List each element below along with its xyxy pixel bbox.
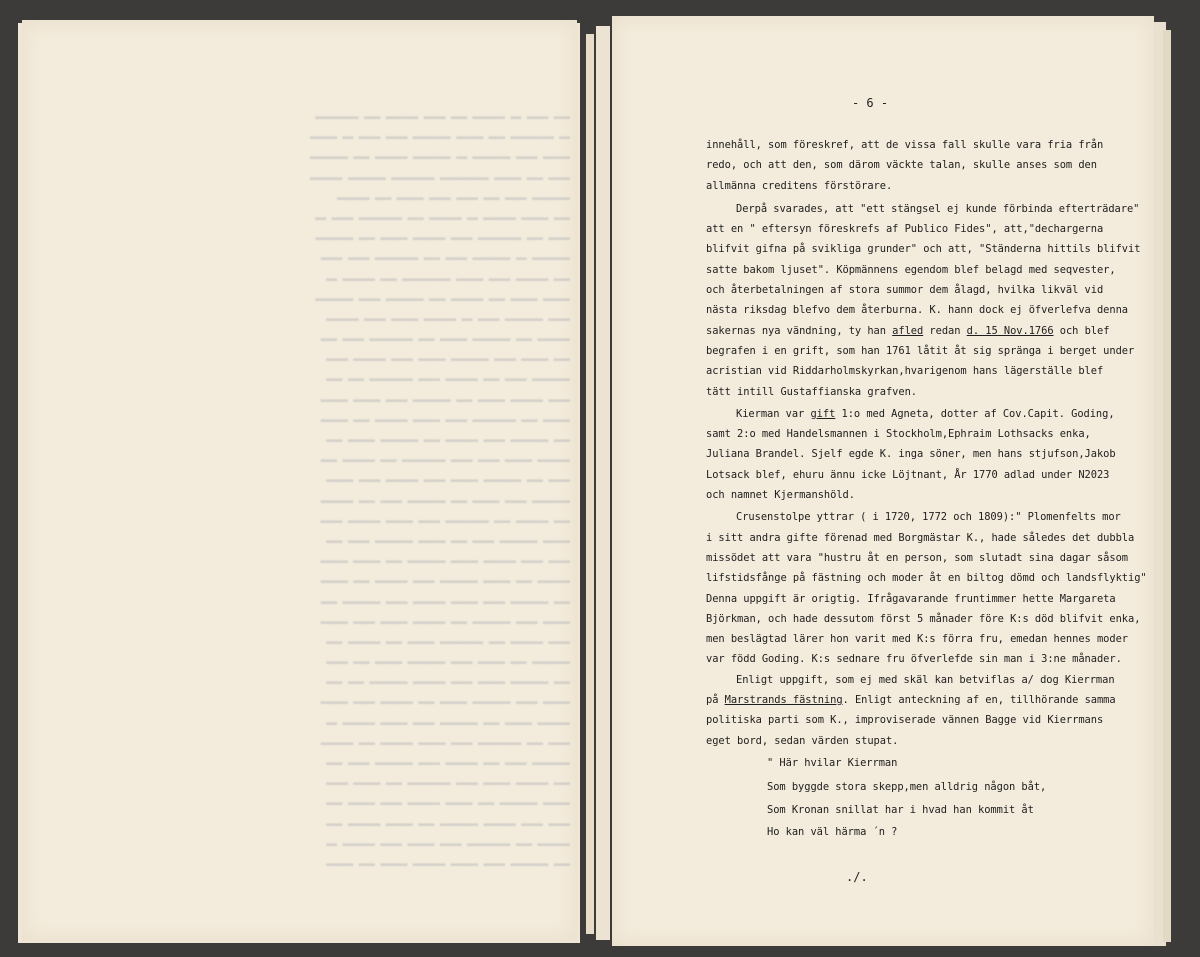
underlined-word: afled xyxy=(892,324,924,337)
text-line: begrafen i en grift, som han 1761 låtit åt sig spränga i berget under xyxy=(706,344,1135,357)
poem-line: " Här hvilar Kierrman xyxy=(767,756,898,769)
underlined-date: d. 15 Nov.1766 xyxy=(966,324,1054,337)
poem-line: Som Kronan snillat har i hvad han kommit åt xyxy=(767,803,1034,816)
poem-line: Som byggde stora skepp,men alldrig någon båt, xyxy=(767,781,1047,794)
text-line: tätt intill Gustaffianska grafven. xyxy=(706,385,917,398)
text-line: nästa riksdag blefvo dem återburna. K. hann dock ej öfverlefva denna xyxy=(706,304,1128,317)
text-line: men beslägtad lärer hon varit med K:s förra fru, emedan hennes moder xyxy=(706,633,1128,646)
underlined-word: gift xyxy=(810,407,836,420)
text-line: att en " eftersyn föreskrefs af Publico Fides", att,"dechargerna xyxy=(706,223,1104,236)
text-line: redo, och att den, som därom väckte talan, skulle anses som den xyxy=(706,159,1097,172)
text-line: Enligt uppgift, som ej med skäl kan betviflas a/ dog Kierrman xyxy=(736,673,1115,686)
text-line: Crusenstolpe yttrar ( i 1720, 1772 och 1809):" Plomenfelts mor xyxy=(736,511,1121,524)
text-line: var född Goding. K:s sednare fru öfverlefde sin man i 3:ne månader. xyxy=(706,653,1122,666)
text-line: och namnet Kjermanshöld. xyxy=(706,489,855,502)
text-line: missödet att vara "hustru åt en person, som slutadt sina dagar såsom xyxy=(706,551,1128,564)
closing-mark: ./. xyxy=(846,870,868,884)
text-line: acristian vid Riddarholmskyrkan,hvarigenom hans lägerställe blef xyxy=(706,365,1104,378)
text-line: lifstidsfånge på fästning och moder åt en biltog dömd och landsflyktig" xyxy=(706,572,1147,585)
text-line: allmänna creditens förstörare. xyxy=(706,179,893,192)
text-line: Denna uppgift är origtig. Ifrågavarande fruntimmer hette Margareta xyxy=(706,592,1116,605)
text-line: blifvit gifna på svikliga grunder" och att, "Ständerna hittils blifvit xyxy=(706,243,1141,256)
text-line: Kierman var gift 1:o med Agneta, dotter af Cov.Capit. Goding, xyxy=(736,407,1115,420)
text-line: satte bakom ljuset". Köpmännens egendom blef belagd med seqvester, xyxy=(706,263,1116,276)
text-line: eget bord, sedan värden stupat. xyxy=(706,734,899,747)
text-line: på Marstrands fästning. Enligt anteckning af en, tillhörande samma xyxy=(706,694,1116,707)
left-page-show-through: ▬▬▬ ▬▬▬▬ ▬▬ ▬▬▬▬▬▬ ▬▬▬ ▬▬▬▬ ▬▬▬▬▬▬ ▬▬▬ ▬▬▬▬▬▬▬▬ ▬▬ ▬▬▬▬▬▬▬▬ ▬▬▬ ▬▬▬▬▬ ▬▬▬▬▬▬▬ ▬▬▬▬ ▬▬▬▬ ▬▬ ▬▬▬▬▬ ▬▬▬▬▬ ▬▬▬▬ ▬▬▬▬▬▬▬ ▬▬ ▬▬▬▬▬▬▬ ▬▬▬▬▬▬ ▬▬▬ ▬▬▬▬▬▬▬ ▬▬▬▬ ▬▬▬ ▬▬▬▬▬ ▬▬▬▬▬▬▬▬▬ ▬▬▬▬▬▬▬▬ ▬▬▬▬▬▬▬ ▬▬▬▬▬▬ ▬▬▬▬▬▬▬ ▬▬▬▬ ▬▬▬ ▬▬▬▬ ▬▬▬▬ ▬▬▬▬▬ ▬▬▬ ▬▬▬▬▬▬ ▬▬▬ ▬▬▬▬▬ ▬▬▬▬▬▬ ▬▬ ▬▬▬▬▬▬ ▬▬▬ ▬▬▬▬▬▬▬▬ ▬▬▬▬ ▬▬ ▬▬▬▬ ▬▬▬ ▬▬▬▬▬▬▬▬ ▬▬▬▬ ▬▬▬▬▬▬ ▬▬▬▬▬ ▬▬▬ ▬▬▬▬▬▬▬ ▬▬▬▬▬▬▬ ▬▬ ▬▬▬▬▬▬▬ ▬▬▬▬ ▬▬▬ ▬▬▬▬▬▬▬▬ ▬▬▬▬ ▬▬▬▬ ▬▬▬ ▬▬▬▬▬▬ ▬▬▬▬ ▬▬▬▬▬ ▬▬▬▬▬▬▬▬▬ ▬▬▬ ▬▬▬▬▬▬ ▬▬ ▬▬▬▬▬ ▬▬▬▬▬ ▬▬▬ ▬▬▬▬▬▬ ▬▬▬ ▬▬▬▬▬▬▬ ▬▬▬▬ ▬▬▬▬▬▬▬ ▬▬▬▬ ▬▬▬▬▬▬▬ ▬▬▬▬ ▬▬ ▬▬▬▬▬▬ ▬▬▬▬▬ ▬▬▬▬ ▬▬▬▬▬▬ ▬▬▬▬▬▬ ▬▬▬ ▬▬▬▬▬▬▬ ▬▬▬▬▬ ▬▬▬ ▬▬▬▬▬▬▬▬ ▬▬▬▬ ▬▬▬ ▬▬▬ ▬▬▬▬▬ ▬▬▬▬ ▬▬▬▬▬▬▬ ▬▬▬▬▬ ▬▬▬▬ ▬▬▬▬▬▬ ▬▬▬▬ ▬▬▬▬▬▬▬ ▬▬▬▬ ▬▬▬ ▬▬▬▬▬▬ ▬▬▬▬ ▬▬▬▬▬▬▬▬ ▬▬▬ ▬▬▬ ▬▬▬▬ ▬▬▬▬▬▬ ▬▬▬▬▬ ▬▬▬ ▬▬▬▬▬▬▬ ▬▬▬▬ ▬▬▬▬▬ ▬▬▬▬▬ ▬▬▬▬▬ ▬▬▬ ▬▬▬▬▬▬▬▬ ▬▬▬▬ ▬▬▬▬▬ ▬▬▬▬▬▬ ▬▬▬ ▬▬▬▬▬ ▬▬▬ ▬▬▬▬▬▬▬ ▬▬▬▬ ▬▬▬▬▬▬ ▬▬▬ ▬▬▬▬▬▬▬ ▬▬▬▬▬ ▬▬▬ ▬▬▬▬▬▬ ▬▬▬▬▬ ▬▬▬▬ ▬▬▬▬ ▬▬▬▬▬▬▬▬ ▬▬▬ ▬▬▬▬▬▬ ▬▬▬ ▬▬▬▬ ▬▬▬ ▬▬▬▬▬▬▬ ▬▬▬▬▬ ▬▬▬▬ ▬▬▬▬▬▬ ▬▬▬▬ ▬▬▬▬▬ ▬▬▬▬▬▬▬ ▬▬▬▬ ▬▬▬▬▬ ▬▬▬ ▬▬▬▬▬▬▬ ▬▬▬▬ ▬▬▬ ▬▬▬▬▬▬ ▬▬▬ ▬▬▬▬▬▬ ▬▬▬ ▬▬▬▬▬▬▬▬ ▬▬▬▬ ▬▬▬▬▬ ▬▬▬▬▬▬ ▬▬▬▬ ▬▬▬▬▬ ▬▬▬▬▬▬▬ ▬▬▬▬ ▬▬▬ ▬▬▬▬▬ ▬▬▬▬▬▬▬ ▬▬▬▬ ▬▬▬ ▬▬▬▬ ▬▬▬▬ ▬▬▬▬▬▬ ▬▬▬▬▬ ▬▬▬▬▬▬▬ ▬▬▬ ▬▬▬▬▬ ▬▬▬▬▬ ▬▬▬▬▬▬ ▬▬▬ ▬▬▬▬▬ ▬▬▬▬▬▬▬ ▬▬▬▬ ▬▬▬▬▬▬ ▬▬▬ ▬▬▬▬▬ ▬▬▬ ▬▬▬▬▬▬▬ ▬▬▬▬ ▬▬▬▬▬ ▬▬▬▬▬▬ ▬▬▬▬ ▬▬▬▬▬▬▬ ▬▬▬ ▬▬▬▬▬ ▬▬▬▬ ▬▬▬▬▬▬▬ ▬▬▬ ▬▬▬▬▬▬ ▬▬▬▬▬ ▬▬▬▬ ▬▬▬▬▬ ▬▬▬▬ ▬▬▬▬▬▬ ▬▬▬ ▬▬▬▬▬▬▬▬ ▬▬▬▬▬ ▬▬▬ ▬▬▬▬▬▬ ▬▬▬ ▬▬▬▬▬▬▬ ▬▬▬ ▬▬▬▬▬ ▬▬▬▬ ▬▬▬▬▬▬▬ ▬▬▬▬▬ ▬▬▬ ▬▬▬▬ ▬▬▬ ▬▬▬▬▬▬▬ ▬▬▬▬▬ ▬▬▬▬ ▬▬▬▬▬▬ ▬▬▬▬▬▬▬ ▬▬▬ ▬▬▬ ▬▬▬▬▬ ▬▬▬▬ ▬▬▬▬▬▬▬ ▬▬▬▬▬ ▬▬▬ ▬▬▬▬▬▬ ▬▬▬▬ ▬▬▬▬▬ ▬▬▬▬▬▬ ▬▬▬▬▬ ▬▬▬ ▬▬▬▬▬▬▬ ▬▬▬▬ ▬▬▬▬▬ ▬▬▬▬▬▬ ▬▬ ▬▬▬▬ ▬▬▬ ▬▬▬▬▬▬▬▬ ▬▬▬▬ ▬▬▬▬▬ ▬▬▬▬▬▬ ▬▬▬ ▬▬▬▬▬▬ ▬▬▬▬▬▬▬ ▬▬▬▬ ▬▬▬ ▬▬▬▬▬▬ ▬▬▬▬ ▬▬▬▬▬▬▬ ▬▬▬▬ ▬▬▬ ▬▬▬ ▬▬▬▬▬▬ ▬▬▬▬▬ ▬▬▬▬ ▬▬▬▬▬▬▬▬ ▬▬▬ ▬▬▬▬▬ ▬▬▬▬ ▬▬▬▬▬ ▬▬▬▬▬▬▬ ▬▬▬ ▬▬▬▬▬ ▬▬▬▬▬▬ ▬▬▬▬ ▬▬▬▬▬ ▬▬▬ ▬▬▬▬ ▬▬▬▬ ▬▬▬▬▬▬ ▬▬▬▬▬▬▬ ▬▬▬ ▬▬▬▬▬ ▬▬▬▬▬▬ ▬▬▬ ▬▬▬▬▬▬ ▬▬▬ ▬▬▬▬▬▬▬▬ ▬▬▬▬ ▬▬▬▬▬ ▬▬▬▬ ▬▬▬▬▬▬ ▬▬ ▬▬▬ ▬▬▬▬▬▬▬ ▬▬▬▬ ▬▬▬▬▬ ▬▬▬▬▬▬ ▬▬▬▬▬ ▬▬▬ ▬▬▬▬▬ xyxy=(309,113,570,870)
text-line: Derpå svarades, att "ett stängsel ej kunde förbinda efterträdare" xyxy=(736,202,1140,215)
text-line: sakernas nya vändning, ty han afled redan d. 15 Nov.1766 och blef xyxy=(706,324,1110,337)
text-line: Lotsack blef, ehuru ännu icke Löjtnant, År 1770 adlad under N2023 xyxy=(706,468,1110,481)
text-line: innehåll, som föreskref, att de vissa fall skulle vara fria från xyxy=(706,139,1104,151)
text-line: och återbetalningen af stora summor dem ålagd, hvilka likväl vid xyxy=(706,284,1104,297)
text-line: politiska parti som K., improviserade vännen Bagge vid Kierrmans xyxy=(706,714,1104,727)
underlined-place: Marstrands fästning xyxy=(724,694,843,707)
body-text xyxy=(706,135,1146,842)
page-number: - 6 - xyxy=(851,96,889,110)
text-line: samt 2:o med Handelsmannen i Stockholm,Ephraim Lothsacks enka, xyxy=(706,428,1091,441)
text-line: Juliana Brandel. Sjelf egde K. inga söner, men hans stjufson,Jakob xyxy=(706,448,1116,461)
text-line: i sitt andra gifte förenad med Borgmästar K., hade således det dubbla xyxy=(706,531,1135,544)
text-line: Björkman, och hade dessutom först 5 månader före K:s död blifvit enka, xyxy=(706,612,1141,625)
poem-line: Ho kan väl härma ´n ? xyxy=(767,825,898,838)
